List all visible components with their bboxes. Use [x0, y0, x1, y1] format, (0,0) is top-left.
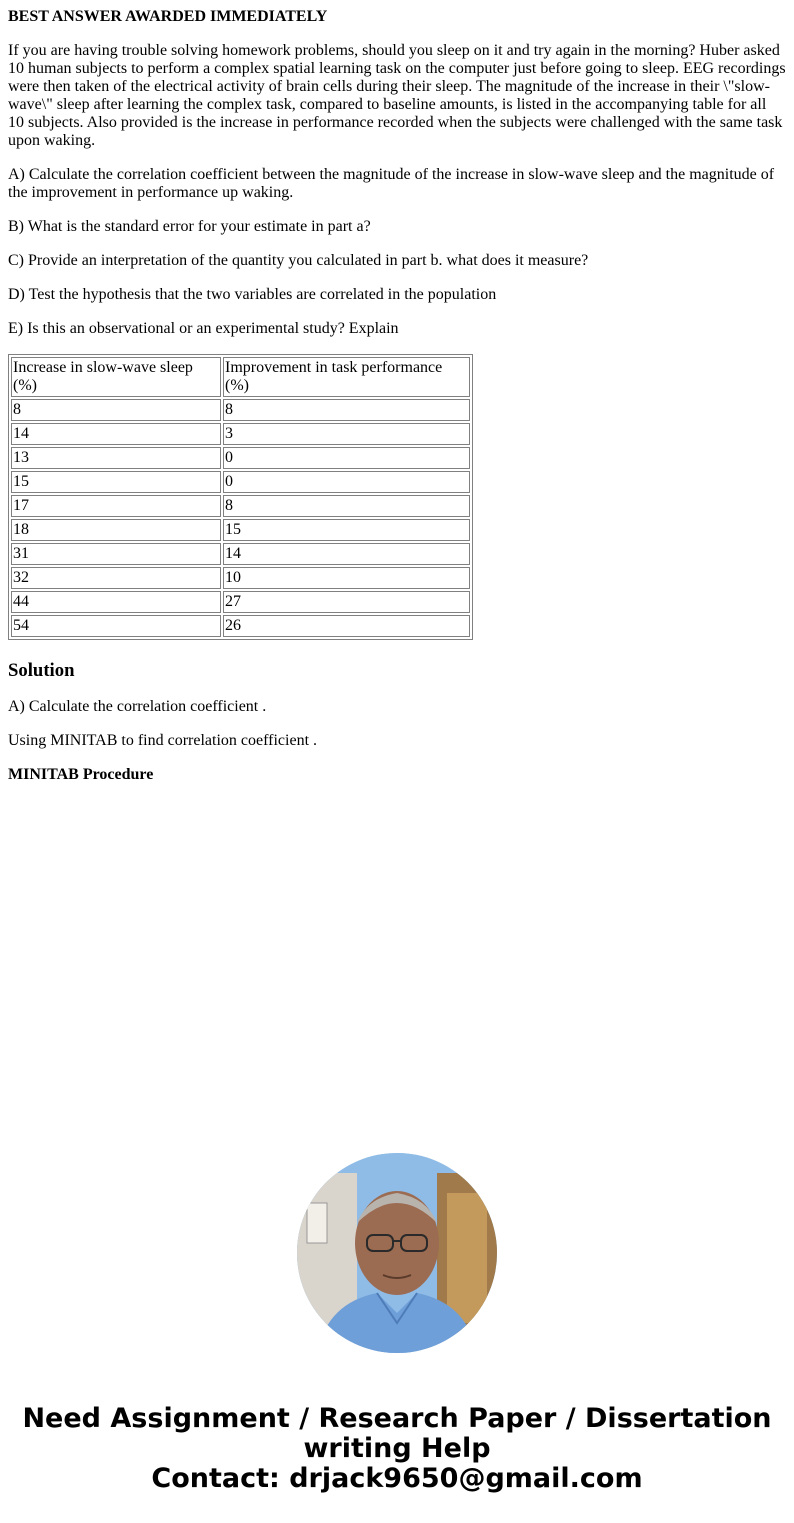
table-cell: 10 [223, 567, 470, 589]
question-a: A) Calculate the correlation coefficient between the magnitude of the increase in slow-wave sleep and the magnitude of the improvement in performance up waking. [8, 166, 775, 201]
table-header-row [11, 357, 470, 397]
table-cell: 54 [11, 615, 221, 637]
question-c: C) Provide an interpretation of the quantity you calculated in part b. what does it measure? [8, 252, 589, 269]
table-row [11, 543, 470, 565]
table-row [11, 495, 470, 517]
table-cell: 8 [223, 495, 470, 517]
table-cell: 13 [11, 447, 221, 469]
table-cell: 27 [223, 591, 470, 613]
table-cell: 3 [223, 423, 470, 445]
banner-contact: Contact: drjack9650@gmail.com [151, 1463, 643, 1494]
solution-line-a: A) Calculate the correlation coefficient . [8, 698, 267, 715]
table-cell: 15 [223, 519, 470, 541]
banner-line-1: Need Assignment / Research Paper / Dissertation [22, 1403, 772, 1434]
problem-intro: If you are having trouble solving homework problems, should you sleep on it and try again in the morning? Huber asked 10 human subjects to perform a complex spatial learning task on the computer just before going to sleep. EEG recordings were then taken of the electrical activity of brain cells during their sleep. The magnitude of the increase in their \"slow-wave\" sleep after learning the complex task, compared to baseline amounts, is listed in the accompanying table for all 10 subjects. Also provided is the increase in performance recorded when the subjects were challenged with the same task upon waking. [8, 42, 786, 149]
table-row [11, 447, 470, 469]
question-b: B) What is the standard error for your estimate in part a? [8, 218, 371, 235]
question-e: E) Is this an observational or an experimental study? Explain [8, 320, 399, 337]
solution-heading: Solution [8, 660, 75, 681]
column-header-performance: Improvement in task performance (%) [223, 357, 470, 397]
table-cell: 44 [11, 591, 221, 613]
table-cell: 32 [11, 567, 221, 589]
question-d: D) Test the hypothesis that the two variables are correlated in the population [8, 286, 497, 303]
column-header-sleep: Increase in slow-wave sleep (%) [11, 357, 221, 397]
table-row [11, 471, 470, 493]
table-row [11, 615, 470, 637]
table-row [11, 423, 470, 445]
data-table [8, 354, 473, 640]
tutor-portrait [297, 1153, 497, 1353]
table-cell: 0 [223, 447, 470, 469]
page-title: BEST ANSWER AWARDED IMMEDIATELY [8, 8, 328, 25]
minitab-procedure-label: MINITAB Procedure [8, 766, 154, 783]
table-row [11, 519, 470, 541]
table-row [11, 591, 470, 613]
table-cell: 31 [11, 543, 221, 565]
table-row [11, 567, 470, 589]
solution-method-line: Using MINITAB to find correlation coefficient . [8, 732, 318, 749]
table-cell: 18 [11, 519, 221, 541]
document-body [8, 0, 786, 784]
table-cell: 14 [223, 543, 470, 565]
table-cell: 8 [223, 399, 470, 421]
table-cell: 15 [11, 471, 221, 493]
banner-line-2: writing Help [303, 1433, 491, 1464]
table-cell: 17 [11, 495, 221, 517]
promo-banner [0, 1404, 794, 1494]
table-cell: 26 [223, 615, 470, 637]
table-row [11, 399, 470, 421]
table-cell: 0 [223, 471, 470, 493]
table-cell: 8 [11, 399, 221, 421]
table-cell: 14 [11, 423, 221, 445]
portrait-illustration [297, 1153, 497, 1353]
